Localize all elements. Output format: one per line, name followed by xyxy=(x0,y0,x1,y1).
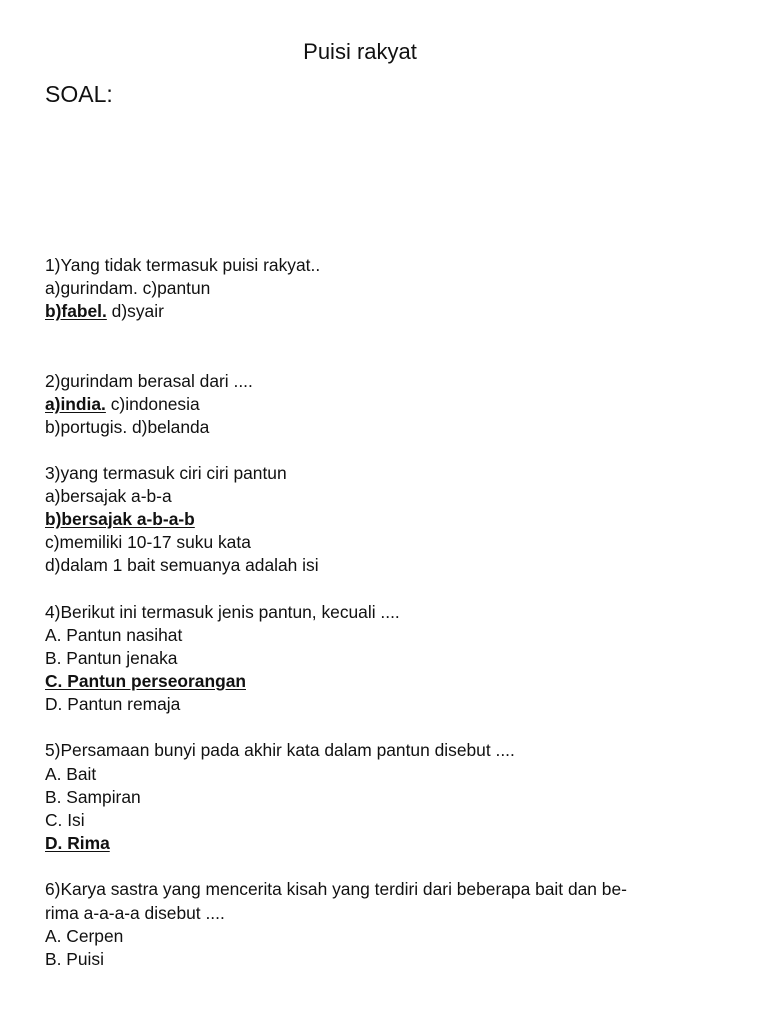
question-4-option-c xyxy=(45,670,246,693)
option-text: c)indonesia xyxy=(105,394,200,414)
option-text: a)bersajak a-b-a xyxy=(45,486,172,506)
option-text: d)dalam 1 bait semuanya adalah isi xyxy=(45,555,319,575)
correct-answer: b)fabel. xyxy=(45,301,107,321)
option-text: a)gurindam. c)pantun xyxy=(45,278,211,298)
section-label: SOAL: xyxy=(45,81,113,107)
option-text: d)syair xyxy=(106,301,164,321)
question-2-options-row-1 xyxy=(45,393,200,416)
option-text: B. Puisi xyxy=(45,949,104,969)
question-1-options-row-1 xyxy=(45,277,210,300)
correct-answer: b)bersajak a-b-a-b xyxy=(45,509,195,529)
question-5-option-d xyxy=(45,832,110,855)
question-2-prompt: 2)gurindam berasal dari .... xyxy=(45,371,253,391)
page-title: Puisi rakyat xyxy=(303,39,417,64)
question-4-prompt: 4)Berikut ini termasuk jenis pantun, kecuali .... xyxy=(45,602,400,622)
question-6-option-a xyxy=(45,925,123,948)
correct-answer: a)india. xyxy=(45,394,106,414)
question-5-option-c xyxy=(45,809,85,832)
option-text: B. Sampiran xyxy=(45,787,141,807)
question-3-option-c xyxy=(45,531,251,554)
question-5-option-a xyxy=(45,763,96,786)
option-text: A. Pantun nasihat xyxy=(45,625,183,645)
correct-answer: D. Rima xyxy=(45,833,110,853)
question-5-prompt: 5)Persamaan bunyi pada akhir kata dalam pantun disebut .... xyxy=(45,740,515,760)
correct-answer: C. Pantun perseorangan xyxy=(45,671,246,691)
question-6-option-b xyxy=(45,948,104,971)
question-3-option-d xyxy=(45,554,319,577)
option-text: c)memiliki 10-17 suku kata xyxy=(45,532,251,552)
option-text: C. Isi xyxy=(45,810,85,830)
option-text: B. Pantun jenaka xyxy=(45,648,178,668)
option-text: D. Pantun remaja xyxy=(45,694,181,714)
question-3-option-a xyxy=(45,485,172,508)
question-4-option-b xyxy=(45,647,177,670)
question-1-prompt: 1)Yang tidak termasuk puisi rakyat.. xyxy=(45,255,321,275)
option-text: A. Bait xyxy=(45,764,97,784)
question-6-prompt-continued: rima a-a-a-a disebut .... xyxy=(45,903,225,923)
question-5-option-b xyxy=(45,786,141,809)
question-4-option-d xyxy=(45,693,180,716)
question-6-prompt: 6)Karya sastra yang mencerita kisah yang terdiri dari beberapa bait dan be- xyxy=(45,879,627,899)
question-2-options-row-2 xyxy=(45,416,209,439)
question-1-options-row-2 xyxy=(45,300,164,323)
option-text: b)portugis. d)belanda xyxy=(45,417,210,437)
question-3-option-b xyxy=(45,508,195,531)
option-text: A. Cerpen xyxy=(45,926,124,946)
question-3-prompt: 3)yang termasuk ciri ciri pantun xyxy=(45,463,287,483)
question-4-option-a xyxy=(45,624,182,647)
